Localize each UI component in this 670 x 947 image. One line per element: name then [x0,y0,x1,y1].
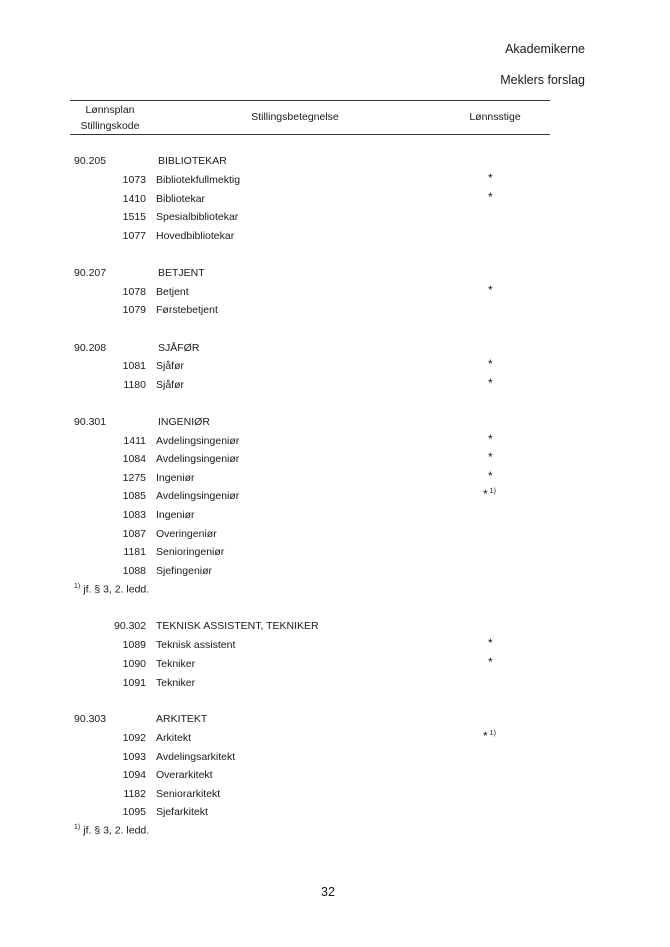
position-title: Avdelingsingeniør [156,453,240,465]
position-title: Tekniker [156,658,196,670]
table-row [0,677,670,693]
position-title: Avdelingsingeniør [156,490,240,502]
table-row [0,546,670,562]
table-row [0,528,670,544]
position-code: 1411 [123,435,146,447]
position-title: Teknisk assistent [156,639,236,651]
salary-scale-mark [488,227,490,241]
position-code: 1079 [122,304,146,316]
position-code: 1093 [122,751,146,763]
salary-scale-mark [488,208,490,222]
document-org-name: Akademikerne [505,42,585,56]
group-title: ARKITEKT [156,713,208,725]
position-code: 1087 [122,528,146,540]
position-title: Tekniker [156,677,196,689]
table-row [0,304,670,320]
group-header-row [0,267,670,283]
table-row [0,806,670,822]
position-code: 1088 [122,565,146,577]
position-code: 1089 [122,639,146,651]
position-title: Ingeniør [156,509,195,521]
table-header-top-rule [70,100,550,101]
table-row [0,769,670,785]
position-code: 1090 [122,658,146,670]
position-code: 1078 [122,286,146,298]
position-title: Ingeniør [156,472,195,484]
table-row [0,211,670,227]
position-code: 1091 [122,677,146,689]
group-title: BIBLIOTEKAR [158,155,227,167]
table-row [0,450,670,469]
position-title: Overarkitekt [156,769,213,781]
salary-scale-mark: * $^{1)}$ [483,729,496,743]
position-title: Bibliotekar [156,193,206,205]
salary-scale-mark [488,803,490,817]
salary-scale-mark [488,525,490,539]
column-header-lonnsplan: Lønnsplan [85,104,135,116]
position-title: Overingeniør [156,528,217,540]
salary-scale-mark: * [488,376,493,390]
salary-scale-mark [488,506,490,520]
salary-scale-mark: * [488,469,493,483]
table-row [0,283,670,302]
table-row [0,636,670,655]
salary-scale-mark: * [488,283,493,297]
salary-scale-mark [488,562,490,576]
footnote: $^{1)}$ jf. § 3, 2. ledd. [74,583,150,596]
position-code: 1182 [123,788,146,800]
position-title: Førstebetjent [156,304,218,316]
position-code: 1073 [122,174,146,186]
salary-scale-mark: * [488,655,493,669]
position-title: Sjåfør [156,379,185,391]
salary-scale-mark: * [488,636,493,650]
position-code: 1181 [123,546,146,558]
position-title: Sjefingeniør [156,565,213,577]
group-plan-code: 90.303 [74,713,107,725]
position-code: 1275 [122,472,146,484]
column-header-lonnsstige: Lønnsstige [469,111,521,123]
salary-scale-mark: * [488,432,493,446]
table-row [0,509,670,525]
position-title: Seniorarkitekt [156,788,221,800]
table-row [0,788,670,804]
group-title: TEKNISK ASSISTENT, TEKNIKER [156,620,319,632]
position-title: Sjefarkitekt [156,806,208,818]
position-code: 1085 [122,490,146,502]
salary-scale-mark [488,766,490,780]
position-code: 1180 [123,379,146,391]
group-plan-code: 90.205 [74,155,107,167]
group-plan-code: 90.207 [74,267,107,279]
table-row [0,376,670,395]
group-title: BETJENT [158,267,205,279]
position-title: Senioringeniør [156,546,225,558]
salary-scale-mark [488,301,490,315]
position-code: 1095 [122,806,146,818]
table-row [0,357,670,376]
salary-scale-mark [488,543,490,557]
salary-scale-mark [488,785,490,799]
column-header-stillingsbetegnelse: Stillingsbetegnelse [251,111,339,123]
salary-scale-mark: * [488,357,493,371]
position-code: 1083 [122,509,146,521]
group-header-row [0,342,670,358]
position-title: Arkitekt [156,732,192,744]
salary-scale-mark: * $^{1)}$ [483,487,496,501]
table-row [0,729,670,748]
position-title: Betjent [156,286,189,298]
salary-scale-mark: * [488,190,493,204]
table-row [0,565,670,581]
table-row [0,230,670,246]
table-row [0,432,670,451]
document-subtitle: Meklers forslag [500,73,585,87]
position-title: Hovedbibliotekar [156,230,235,242]
group-title: INGENIØR [158,416,210,428]
salary-scale-mark: * [488,450,493,464]
page-number: 32 [321,885,335,899]
position-code: 1515 [122,211,146,223]
table-row [0,655,670,674]
position-code: 1094 [122,769,146,781]
group-plan-code: 90.302 [114,620,147,632]
column-header-stillingskode: Stillingskode [80,120,140,132]
table-header-bottom-rule [70,134,550,135]
group-header-row [0,155,670,171]
position-code: 1410 [122,193,146,205]
group-header-row [0,620,670,636]
group-plan-code: 90.301 [74,416,107,428]
position-code: 1084 [122,453,146,465]
group-title: SJÅFØR [158,342,200,354]
position-code: 1092 [122,732,146,744]
salary-scale-mark: * [488,171,493,185]
position-title: Spesialbibliotekar [156,211,239,223]
position-title: Avdelingsingeniør [156,435,240,447]
footnote: $^{1)}$ jf. § 3, 2. ledd. [74,824,150,837]
position-code: 1081 [122,360,146,372]
group-header-row [0,416,670,432]
group-plan-code: 90.208 [74,342,107,354]
group-header-row [0,713,670,729]
position-title: Bibliotekfullmektig [156,174,241,186]
salary-scale-mark [488,674,490,688]
table-row [0,190,670,209]
table-row [0,171,670,190]
position-code: 1077 [122,230,146,242]
position-title: Sjåfør [156,360,185,372]
salary-scale-mark [488,748,490,762]
table-row [0,487,670,506]
position-title: Avdelingsarkitekt [156,751,236,763]
table-row [0,751,670,767]
table-row [0,469,670,488]
